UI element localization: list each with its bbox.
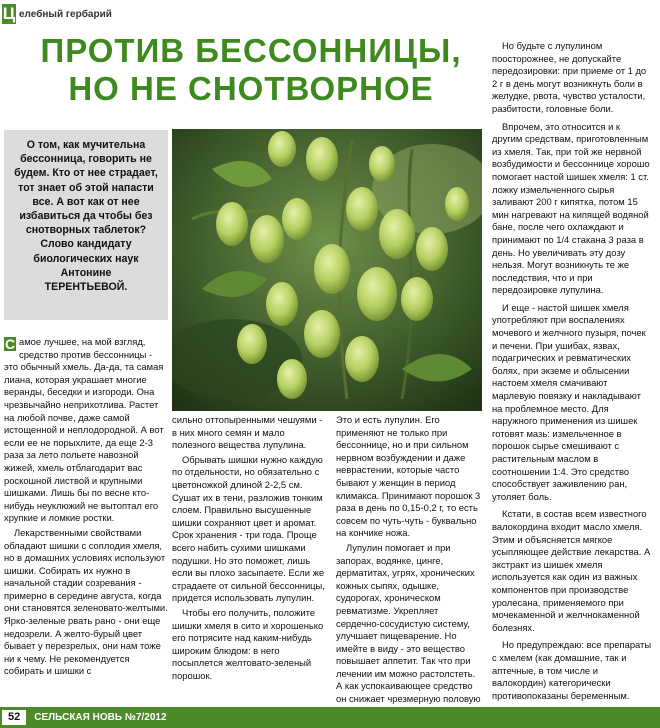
hop-cones-photo bbox=[172, 129, 482, 411]
lead-box bbox=[4, 130, 168, 320]
paragraph: Лупулин помогает и при запорах, водянке, цинге, дерматитах, угрях, хронических кожных сыпях, одышке, судорогах, хроническом ревматизме. Укрепляет сердечно-сосудистую систему, улучшает пищеварение. Но имейте в виду - это вещество повышает аппетит. Так что при лечении им можно растолстеть. А как успокаивающее средство он снижает чрезмерную половую bbox=[336, 541, 481, 705]
article-column-4 bbox=[492, 40, 652, 707]
article-title bbox=[6, 32, 496, 108]
issue-label: СЕЛЬСКАЯ НОВЬ №7/2012 bbox=[34, 712, 167, 723]
page-footer bbox=[0, 707, 660, 728]
paragraph: Чтобы его получить, положите шишки хмеля в сито и хорошенько его потрясите над каким-нибудь широким блюдом: в него посыплется желтовато-зеленый порошок. bbox=[172, 606, 324, 681]
rubric-text: елебный гербарий bbox=[19, 8, 112, 20]
section-rubric bbox=[2, 4, 112, 24]
article-column-2 bbox=[172, 414, 327, 684]
paragraph bbox=[4, 336, 168, 525]
paragraph: Это и есть лупулин. Его применяют не только при бессоннице, но и при сильном нервном возбуждении и даже неврастении, которые часто бывают у женщин в период климакса. Принимают порошок 3 раза в день по 0,15-0,2 г, то есть совсем по чуть-чуть - буквально на кончике ножа. bbox=[336, 414, 481, 539]
article-column-1 bbox=[4, 336, 168, 680]
hop-plant-illustration bbox=[172, 129, 482, 411]
title-line-2: НО НЕ СНОТВОРНОЕ bbox=[68, 70, 434, 107]
page-number: 52 bbox=[2, 710, 26, 725]
drop-cap: С bbox=[4, 336, 16, 352]
lead-text: О том, как мучительна бессонница, говорить не будем. Кто от нее страдает, тот знает об этой напасти все. А вот как от нее избавиться да чтобы без снотворных таблеток? Слово кандидату биологических наук Антонине bbox=[14, 139, 158, 279]
paragraph: Обрывать шишки нужно каждую по отдельности, но обязательно с цветоножкой длиной 2-2,5 см. Сушат их в тени, разложив тонким слоем. Правильно высушенные шишки сохраняют цвет и аромат. Срок хранения - три года. Проще всего набить сухими шишками подушки. Но это поможет, лишь если вы плохо засыпаете. Если же страдаете от сильной бессонницы, придется использовать лупулин. bbox=[172, 453, 325, 604]
article-column-3 bbox=[336, 414, 481, 720]
rubric-letter: Ц bbox=[2, 4, 16, 23]
paragraph: Кстати, в состав всем известного валокордина входит масло хмеля. Этим и объясняется мягкое усыпляющее действие лекарства. А экстракт из шишек хмеля используется как один из важных компонентов при производстве уролесана, применяемого при мочекаменной и желчнокаменной болезнях. bbox=[492, 508, 651, 633]
paragraph: И еще - настой шишек хмеля употребляют при воспалениях мочевого и желчного пузыря, почек и печени. При ушибах, язвах, подагрических и ревматических болях, при экземе и облысении настоем хмеля смачивают марлевую повязку и накладывают на проблемное место. Для наружного применения из шишек готовят мазь: измельченное в порошок сырье смешивают с растительным маслом в соотношении 1:4. Это средство способствует заживлению ран, утоляет боль. bbox=[492, 301, 646, 502]
title-line-1: ПРОТИВ БЕССОННИЦЫ, bbox=[40, 32, 462, 69]
paragraph: Впрочем, это относится и к другим средствам, приготовленным из хмеля. Так, при той же нервной возбудимости и бессоннице хорошо помогает настой шишек хмеля: 1 ст. ложку измельченного сырья заливают 200 г кипятка, потом 15 мин нагревают на кипящей водяной бане, после чего охлаждают и принимают по 1/4 стакана 3 раза в день. Но увеличивать эту дозу нельзя. Могут возникнуть те же последствия, что и при передозировке лупулина. bbox=[492, 120, 650, 296]
paragraph: Но будьте с лупулином поосторожнее, не допускайте передозировки: при приеме от 1 до 2 г в день могут возникнуть боли в желудке, рвота, чувство усталости, разбитости, головные боли. bbox=[492, 40, 647, 114]
paragraph-text: амое лучшее, на мой взгляд, средство против бессонницы - это обычный хмель. Да-да, та самая лиана, которая украшает многие веранды, беседки и изгороди. Она чрезвычайно неприхотлива. Растет на любой почве, даже самой истощенной и неплодородной. А вот если ее не порыхлите, да еще 2-3 раза за лето польете навозной жижей, хмель отблагодарит вас роскошной листвой и крупными шишками. Лишь бы по весне кто-нибудь неуклюжий не вытоптал его хрупкие и ломкие ростки. bbox=[4, 336, 164, 524]
paragraph: сильно оттопыренными чешуями - в них много семян и мало полезного вещества лупулина. bbox=[172, 414, 323, 451]
paragraph: Но предупреждаю: все препараты с хмелем (как домашние, так и аптечные, в том числе и валокордин) категорически противопоказаны беременным. bbox=[492, 639, 652, 701]
lead-author: ТЕРЕНТЬЕВОЙ. bbox=[44, 281, 128, 294]
paragraph: Лекарственными свойствами обладают шишки с соплодия хмеля, но в домашних условиях используют шишки. Собирать их нужно в начальной стадии созревания - примерно в середине августа, когда они становятся зеленовато-желтыми. Ярко-зеленые рвать рано - они еще недозрели. А желто-бурый цвет бывает у перезрелых, они нам тоже ни к чему. Не рекомендуется собирать и шишки с bbox=[4, 526, 168, 677]
